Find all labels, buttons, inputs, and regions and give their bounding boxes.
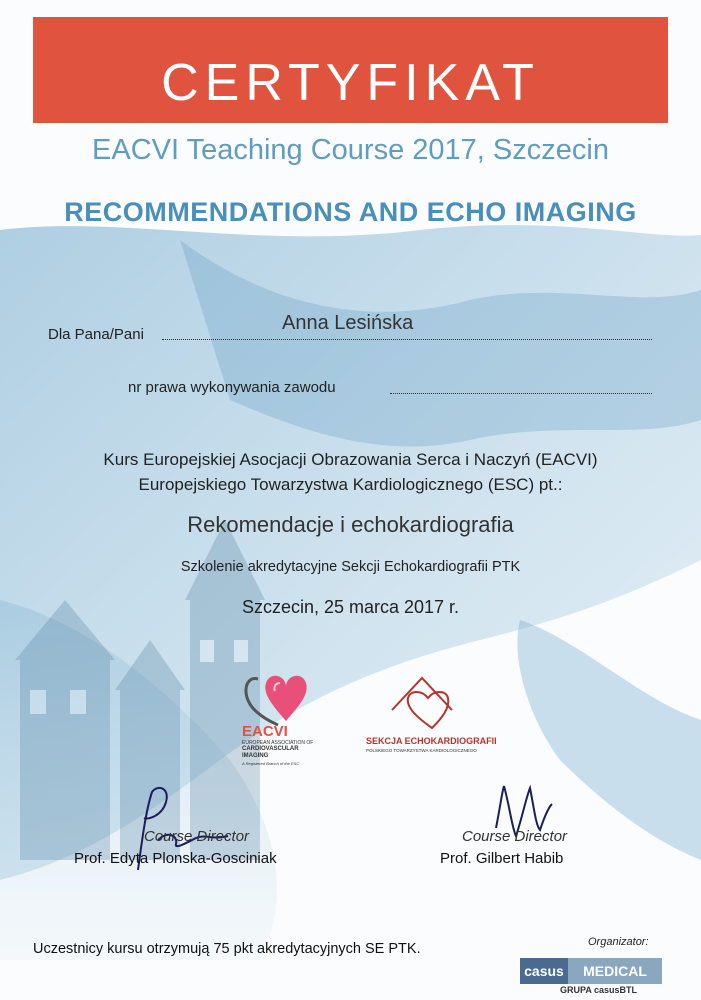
- place-date: Szczecin, 25 marca 2017 r.: [241, 597, 460, 617]
- sekcja-logo: [364, 670, 504, 760]
- eacvi-name: EACVI: [242, 723, 288, 740]
- participant-name-line: [162, 339, 652, 340]
- eacvi-line-2: CARDIOVASCULAR: [242, 746, 299, 752]
- director-right-name: Prof. Gilbert Habib: [440, 850, 564, 867]
- body-line-1: Kurs Europejskiej Asocjacji Obrazowania Serca i Naczyń (EACVI): [103, 450, 598, 469]
- body-line-2: Europejskiego Towarzystwa Kardiologicznego (ESC) pt.:: [138, 475, 563, 494]
- organizer-logo: [520, 958, 662, 984]
- organizer-name: casus: [520, 958, 568, 984]
- participant-name: Anna Lesińska: [282, 312, 414, 334]
- course-title: RECOMMENDATIONS AND ECHO IMAGING: [64, 197, 637, 227]
- course-topic: Rekomendacje i echokardiografia: [187, 512, 514, 537]
- director-right-role: Course Director: [462, 828, 568, 845]
- eacvi-line-1: EUROPEAN ASSOCIATION OF: [242, 740, 314, 746]
- license-line: [390, 393, 652, 394]
- eacvi-logo: [236, 665, 336, 775]
- sekcja-name: SEKCJA ECHOKARDIOGRAFII: [366, 736, 497, 746]
- license-label: nr prawa wykonywania zawodu: [128, 379, 336, 396]
- credits-note: Uczestnicy kursu otrzymują 75 pkt akredytacyjnych SE PTK.: [33, 941, 421, 957]
- participant-label: Dla Pana/Pani: [48, 326, 144, 343]
- heart-icon: [236, 665, 336, 727]
- organizer-suffix: MEDICAL: [568, 958, 662, 984]
- echo-heart-icon: [382, 670, 482, 732]
- eacvi-line-3: IMAGING: [242, 753, 269, 759]
- eacvi-line-4: A Registered Branch of the ESC: [242, 761, 300, 766]
- accreditation-text: Szkolenie akredytacyjne Sekcji Echokardiografii PTK: [180, 559, 521, 575]
- organizer-group: GRUPA casusBTL: [560, 985, 638, 995]
- course-subtitle: EACVI Teaching Course 2017, Szczecin: [92, 134, 609, 166]
- director-left-role: Course Director: [144, 828, 250, 845]
- sekcja-sub: POLSKIEGO TOWARZYSTWA KARDIOLOGICZNEGO: [366, 748, 477, 753]
- director-left-name: Prof. Edyta Plonska-Gosciniak: [74, 850, 277, 867]
- certificate-banner: [33, 17, 668, 123]
- organizer-label: Organizator:: [588, 936, 649, 948]
- certificate-title: CERTYFIKAT: [161, 54, 540, 112]
- signature-right: [482, 778, 572, 858]
